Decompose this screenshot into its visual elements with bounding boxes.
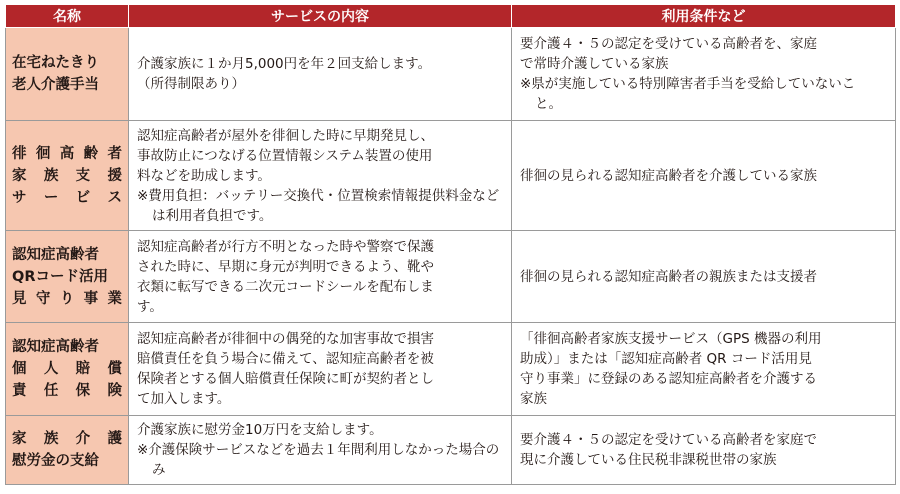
row-service-cell	[129, 323, 512, 416]
row-name-line: 慰労金の支給	[12, 453, 99, 469]
service-line: 介護家族に１か月5,000円を年２回支給します。	[137, 56, 432, 72]
row-name-line: 老人介護手当	[12, 77, 99, 93]
table-row	[6, 416, 896, 485]
table-row	[6, 28, 896, 121]
row-name-cell	[6, 28, 129, 121]
condition-line: 現に介護している住民税非課税世帯の家族	[520, 452, 777, 468]
service-line: 料などを助成します。	[137, 167, 271, 184]
condition-line: 徘徊の見られる認知症高齢者を介護している家族	[520, 167, 817, 184]
row-condition-cell	[512, 231, 896, 323]
service-line: （所得制限あり）	[137, 76, 245, 92]
row-service-cell	[129, 28, 512, 121]
service-line: て加入します。	[137, 391, 231, 407]
condition-line: 要介護４・５の認定を受けている高齢者を、家庭	[520, 36, 817, 52]
table-row	[6, 231, 896, 323]
row-name-line: 家族支援	[12, 167, 122, 184]
service-line: 衣類に転写できる二次元コードシールを配布しま	[137, 278, 434, 295]
header-condition: 利用条件など	[512, 5, 896, 28]
row-name-line: 見守り事業	[12, 290, 122, 307]
service-line: 認知症高齢者が屋外を徘徊した時に早期発見し、	[137, 127, 434, 144]
row-condition-cell	[512, 416, 896, 485]
service-line: 事故防止につなげる位置情報システム装置の使用	[137, 147, 433, 164]
condition-line: 徘徊の見られる認知症高齢者の親族または支援者	[520, 268, 817, 285]
header-service: サービスの内容	[129, 5, 512, 28]
service-line: 認知症高齢者が徘徊中の偶発的な加害事故で損害	[137, 331, 434, 347]
table-header-row	[6, 5, 896, 28]
row-name-line: 責任保険	[12, 383, 122, 399]
row-name-cell	[6, 231, 129, 323]
service-line: す。	[137, 298, 163, 315]
service-line: 認知症高齢者が行方不明となった時や警察で保護	[137, 238, 434, 255]
condition-line: 家族	[520, 391, 547, 407]
row-name-line: 徘徊高齢者	[12, 145, 122, 162]
condition-line: で常時介護している家族	[520, 56, 669, 72]
service-note: ※介護保険サービスなどを過去１年間利用しなかった場合のみ	[137, 442, 500, 478]
row-name-cell	[6, 121, 129, 231]
row-name-line: 個人賠償	[12, 361, 122, 377]
condition-line: 助成）」または「認知症高齢者 QR コード活用見	[520, 351, 812, 367]
row-name-line: 家族介護	[12, 431, 122, 447]
row-name-cell	[6, 416, 129, 485]
table-row	[6, 121, 896, 231]
row-condition-cell	[512, 28, 896, 121]
row-condition-cell	[512, 323, 896, 416]
service-line: 賠償責任を負う場合に備えて、認知症高齢者を被	[137, 351, 434, 367]
condition-note: ※県が実施している特別障害者手当を受給していないこと。	[520, 76, 856, 112]
condition-line: 要介護４・５の認定を受けている高齢者を家庭で	[520, 432, 817, 448]
row-service-cell	[129, 231, 512, 323]
row-name-line: 在宅ねたきり	[12, 55, 99, 71]
service-note: ※費用負担：バッテリー交換代・位置検索情報提供料金などは利用者負担です。	[137, 187, 500, 224]
row-name-cell	[6, 323, 129, 416]
service-line: 介護家族に慰労金10万円を支給します。	[137, 422, 383, 438]
row-name-line: 認知症高齢者	[12, 246, 99, 263]
row-service-cell	[129, 121, 512, 231]
row-name-line: サービス	[12, 189, 122, 206]
service-line: された時に、早期に身元が判明できるよう、靴や	[137, 258, 434, 275]
services-table	[5, 4, 896, 485]
row-condition-cell	[512, 121, 896, 231]
header-name: 名称	[6, 5, 129, 28]
row-service-cell	[129, 416, 512, 485]
row-name-line: QRコード活用	[12, 268, 108, 285]
row-name-line: 認知症高齢者	[12, 339, 99, 355]
condition-line: 守り事業」に登録のある認知症高齢者を介護する	[520, 371, 817, 387]
service-line: 保険者とする個人賠償責任保険に町が契約者とし	[137, 371, 434, 387]
condition-line: 「徘徊高齢者家族支援サービス（GPS 機器の利用	[520, 331, 822, 347]
table-row	[6, 323, 896, 416]
